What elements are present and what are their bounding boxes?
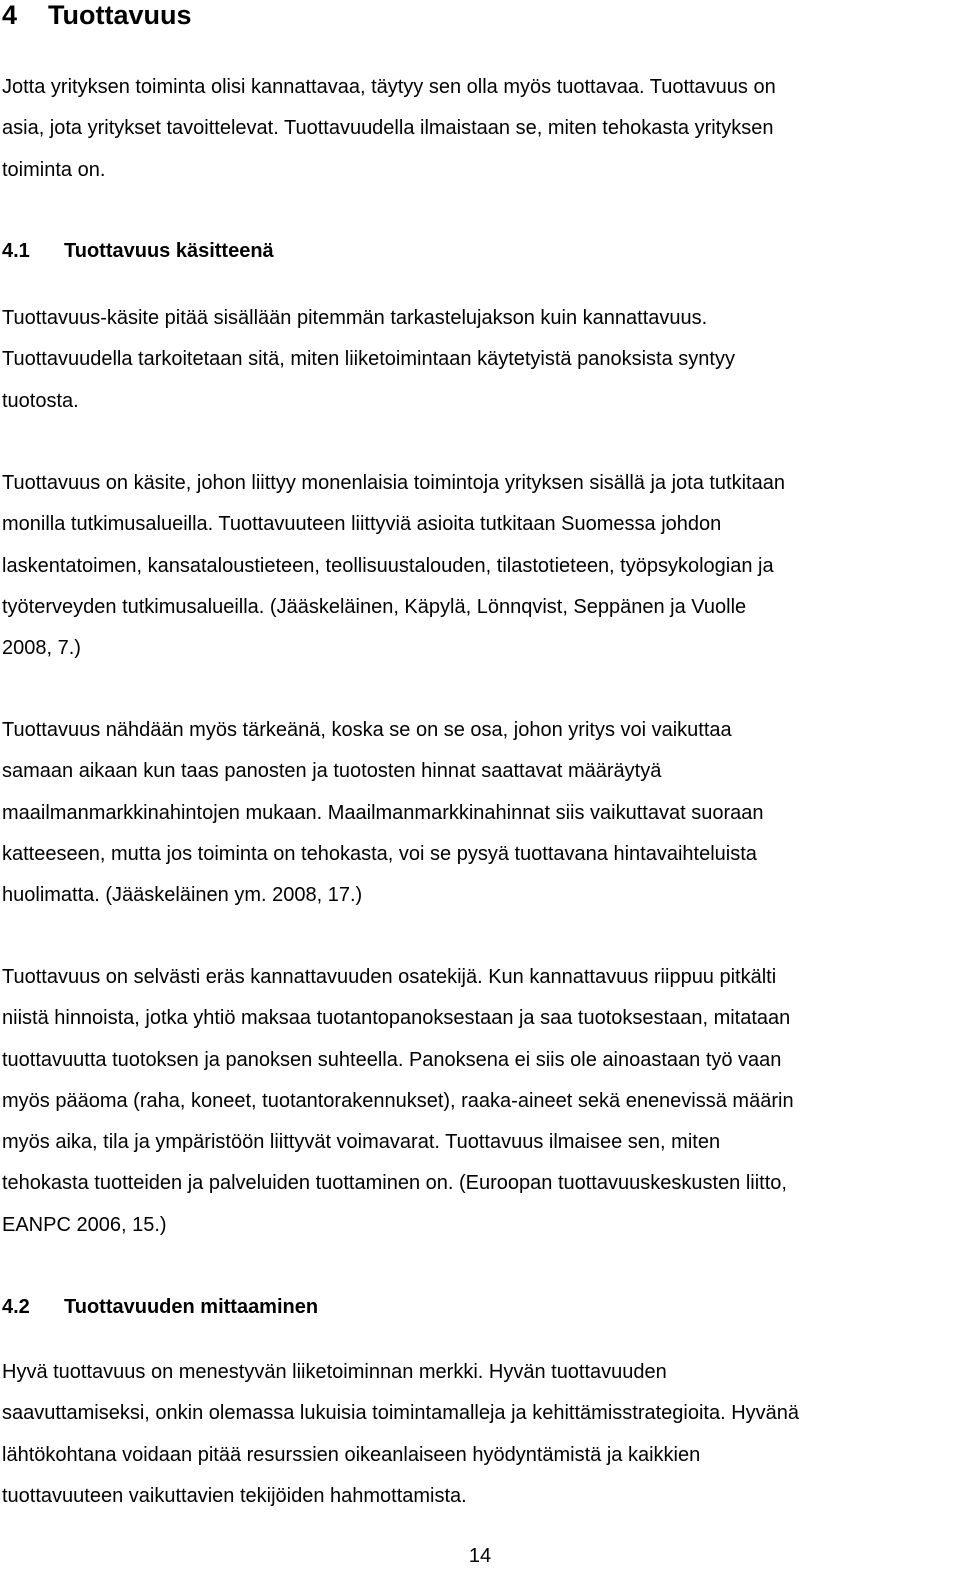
intro-paragraph xyxy=(2,67,957,191)
text-line: työterveyden tutkimusalueilla. (Jääskeläinen, Käpylä, Lönnqvist, Seppänen ja Vuolle xyxy=(2,595,747,618)
paragraph xyxy=(2,710,957,916)
paragraph xyxy=(2,463,957,669)
text-line: saavuttamiseksi, onkin olemassa lukuisia toimintamalleja ja kehittämisstrategioita. Hyvänä xyxy=(2,1402,800,1425)
text-line: Tuottavuus on käsite, johon liittyy monenlaisia toimintoja yrityksen sisällä ja jota tutkitaan xyxy=(2,472,785,494)
text-line: tuottavuuteen vaikuttavien tekijöiden hahmottamista. xyxy=(2,1484,467,1507)
text-line: huolimatta. (Jääskeläinen ym. 2008, 17.) xyxy=(2,884,363,906)
text-line: Hyvä tuottavuus on menestyvän liiketoiminnan merkki. Hyvän tuottavuuden xyxy=(2,1361,667,1383)
paragraph xyxy=(2,1352,957,1517)
text-line: samaan aikaan kun taas panosten ja tuotosten hinnat saattavat määräytyä xyxy=(2,760,662,783)
text-line: katteeseen, mutta jos toiminta on tehokasta, voi se pysyä tuottavana hintavaihteluista xyxy=(2,842,757,865)
text-line: 2008, 7.) xyxy=(2,637,81,659)
text-line: EANPC 2006, 15.) xyxy=(2,1213,167,1236)
text-line: tuotosta. xyxy=(2,389,79,412)
text-line: Jotta yrityksen toiminta olisi kannattavaa, täytyy sen olla myös tuottavaa. Tuottavuus on xyxy=(2,76,776,98)
text-line: niistä hinnoista, jotka yhtiö maksaa tuotantopanoksestaan ja saa tuotoksestaan, mitataan xyxy=(2,1007,791,1030)
chapter-heading xyxy=(2,0,192,31)
text-line: Tuottavuus on selvästi eräs kannattavuuden osatekijä. Kun kannattavuus riippuu pitkälti xyxy=(2,966,777,988)
section-heading-4-1 xyxy=(2,238,274,264)
paragraph xyxy=(2,957,957,1246)
text-line: maailmanmarkkinahintojen mukaan. Maailmanmarkkinahinnat siis vaikuttavat suoraan xyxy=(2,801,764,824)
section-number: 4.1 xyxy=(2,240,30,262)
text-line: myös pääoma (raha, koneet, tuotantorakennukset), raaka-aineet sekä enenevissä määrin xyxy=(2,1089,794,1112)
text-line: asia, jota yritykset tavoittelevat. Tuottavuudella ilmaistaan se, miten tehokasta yrityksen xyxy=(2,117,774,140)
page-number: 14 xyxy=(468,1545,492,1567)
chapter-title: Tuottavuus xyxy=(48,0,192,30)
text-line: myös aika, tila ja ympäristöön liittyvät voimavarat. Tuottavuus ilmaisee sen, miten xyxy=(2,1131,721,1153)
text-line: lähtökohtana voidaan pitää resurssien oikeanlaiseen hyödyntämistä ja kaikkien xyxy=(2,1443,701,1466)
section-title: Tuottavuus käsitteenä xyxy=(64,240,274,262)
text-line: toiminta on. xyxy=(2,158,106,181)
text-line: Tuottavuus nähdään myös tärkeänä, koska se on se osa, johon yritys voi vaikuttaa xyxy=(2,719,732,741)
chapter-number: 4 xyxy=(2,0,18,30)
text-line: Tuottavuus-käsite pitää sisällään pitemmän tarkastelujakson kuin kannattavuus. xyxy=(2,307,708,329)
section-title: Tuottavuuden mittaaminen xyxy=(64,1296,319,1318)
text-line: tehokasta tuotteiden ja palveluiden tuottaminen on. (Euroopan tuottavuuskeskusten liitto, xyxy=(2,1172,787,1195)
section-heading-4-2 xyxy=(2,1294,318,1320)
text-line: Tuottavuudella tarkoitetaan sitä, miten liiketoimintaan käytetyistä panoksista syntyy xyxy=(2,348,735,371)
text-line: laskentatoimen, kansataloustieteen, teollisuustalouden, tilastotieteen, työpsykologian ja xyxy=(2,554,774,577)
text-line: tuottavuutta tuotoksen ja panoksen suhteella. Panoksena ei siis ole ainoastaan työ vaan xyxy=(2,1048,782,1071)
section-number: 4.2 xyxy=(2,1296,30,1318)
text-line: monilla tutkimusalueilla. Tuottavuuteen liittyviä asioita tutkitaan Suomessa johdon xyxy=(2,513,722,536)
paragraph xyxy=(2,298,957,422)
